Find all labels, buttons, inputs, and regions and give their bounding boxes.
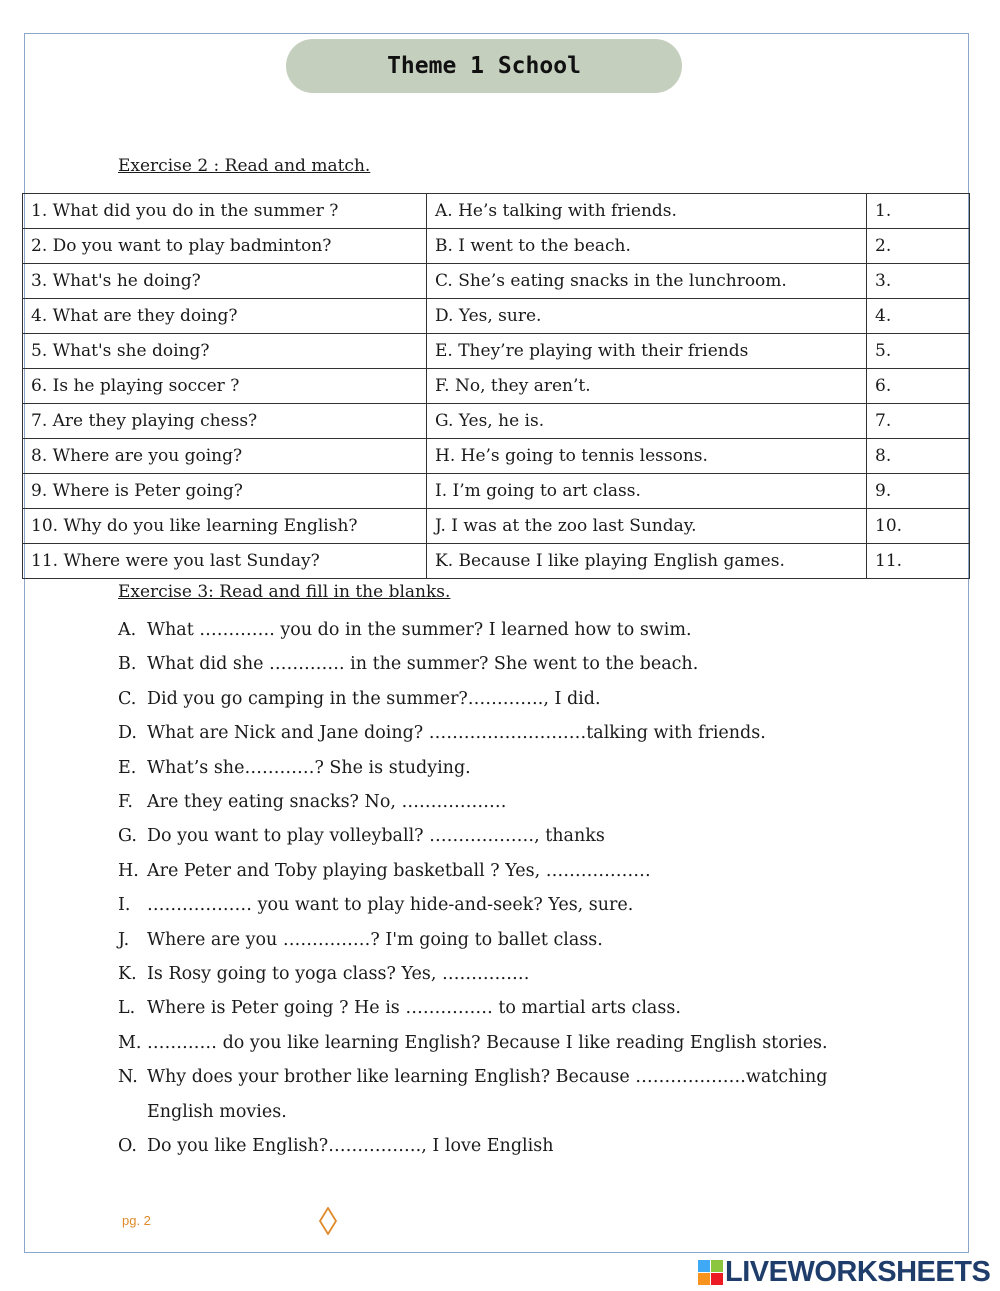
match-table (22, 193, 970, 579)
answer-cell: H. He’s going to tennis lessons. (427, 439, 867, 474)
answer-cell: F. No, they aren’t. (427, 369, 867, 404)
table-row (23, 194, 970, 229)
table-row (23, 509, 970, 544)
answer-cell: B. I went to the beach. (427, 229, 867, 264)
item-letter: D. (118, 723, 137, 744)
list-item (118, 888, 918, 922)
page-number: pg. 2 (122, 1213, 151, 1228)
list-item (118, 819, 918, 853)
item-text: Do you like English?……………., I love English (147, 1136, 554, 1157)
exercise-2-heading: Exercise 2 : Read and match. (118, 156, 371, 176)
question-cell: 10. Why do you like learning English? (23, 509, 427, 544)
item-text: Why does your brother like learning English? Because ……………….watching (147, 1067, 828, 1088)
item-letter: O. (118, 1136, 137, 1157)
list-item (118, 682, 918, 716)
fill-blanks-list (118, 613, 918, 1164)
item-letter: E. (118, 757, 137, 778)
list-item (118, 1129, 918, 1163)
answer-cell: K. Because I like playing English games. (427, 544, 867, 579)
item-letter: A. (118, 620, 137, 640)
list-item (118, 647, 918, 681)
answer-number-cell[interactable]: 10. (867, 509, 970, 544)
table-row (23, 404, 970, 439)
page-title: Theme 1 School (387, 53, 581, 79)
item-letter: J. (118, 929, 130, 950)
item-letter: N. (118, 1067, 138, 1088)
answer-number-cell[interactable]: 1. (867, 194, 970, 229)
item-text: Do you want to play volleyball? ………………, thanks (147, 826, 605, 847)
answer-number-cell[interactable]: 11. (867, 544, 970, 579)
table-row (23, 369, 970, 404)
table-row (23, 334, 970, 369)
answer-cell: I. I’m going to art class. (427, 474, 867, 509)
title-banner (286, 39, 682, 93)
item-letter: C. (118, 688, 137, 709)
item-letter: I. (118, 895, 131, 916)
question-cell: 3. What's he doing? (23, 264, 427, 299)
table-row (23, 439, 970, 474)
list-item (118, 751, 918, 785)
question-cell: 1. What did you do in the summer ? (23, 194, 427, 229)
table-row (23, 299, 970, 334)
item-letter: B. (118, 654, 137, 675)
list-item (118, 613, 918, 647)
table-row (23, 544, 970, 579)
list-item (118, 1060, 918, 1129)
item-letter: G. (118, 826, 137, 847)
item-text: ………… do you like learning English? Because I like reading English stories. (147, 1032, 828, 1053)
item-text: Are Peter and Toby playing basketball ? Yes, ……………… (147, 860, 651, 881)
item-letter: L. (118, 998, 136, 1019)
item-letter: M. (118, 1032, 142, 1053)
item-text-continued: English movies. (147, 1101, 287, 1122)
exercise-3-heading: Exercise 3: Read and fill in the blanks. (118, 582, 451, 602)
answer-cell: J. I was at the zoo last Sunday. (427, 509, 867, 544)
diamond-icon (318, 1207, 338, 1235)
table-row (23, 474, 970, 509)
list-item (118, 1026, 918, 1060)
question-cell: 6. Is he playing soccer ? (23, 369, 427, 404)
table-row (23, 229, 970, 264)
item-letter: K. (118, 964, 137, 985)
item-text: Where are you ……………? I'm going to ballet class. (147, 929, 603, 950)
brand-name: LIVEWORKSHEETS (725, 1256, 991, 1288)
answer-number-cell[interactable]: 9. (867, 474, 970, 509)
item-letter: F. (118, 792, 133, 813)
question-cell: 11. Where were you last Sunday? (23, 544, 427, 579)
question-cell: 2. Do you want to play badminton? (23, 229, 427, 264)
liveworksheets-logo (698, 1256, 990, 1289)
question-cell: 8. Where are you going? (23, 439, 427, 474)
answer-cell: E. They’re playing with their friends (427, 334, 867, 369)
item-text: What …………. you do in the summer? I learned how to swim. (147, 620, 692, 640)
answer-cell: G. Yes, he is. (427, 404, 867, 439)
item-text: What’s she…………? She is studying. (147, 757, 471, 778)
item-text: What are Nick and Jane doing? ………………………talking with friends. (147, 723, 766, 744)
answer-number-cell[interactable]: 3. (867, 264, 970, 299)
item-text: Is Rosy going to yoga class? Yes, …………… (147, 964, 530, 985)
answer-number-cell[interactable]: 4. (867, 299, 970, 334)
answer-cell: A. He’s talking with friends. (427, 194, 867, 229)
answer-cell: D. Yes, sure. (427, 299, 867, 334)
item-letter: H. (118, 860, 139, 881)
list-item (118, 923, 918, 957)
list-item (118, 854, 918, 888)
question-cell: 7. Are they playing chess? (23, 404, 427, 439)
question-cell: 5. What's she doing? (23, 334, 427, 369)
table-row (23, 264, 970, 299)
question-cell: 9. Where is Peter going? (23, 474, 427, 509)
answer-number-cell[interactable]: 2. (867, 229, 970, 264)
item-text: ……………… you want to play hide-and-seek? Yes, sure. (147, 895, 634, 916)
question-cell: 4. What are they doing? (23, 299, 427, 334)
item-text: Are they eating snacks? No, ……………… (147, 792, 507, 813)
item-text: Did you go camping in the summer?…………., I did. (147, 688, 601, 709)
item-text: What did she …………. in the summer? She went to the beach. (147, 654, 699, 675)
item-text: Where is Peter going ? He is …………… to martial arts class. (147, 998, 681, 1019)
answer-cell: C. She’s eating snacks in the lunchroom. (427, 264, 867, 299)
answer-number-cell[interactable]: 6. (867, 369, 970, 404)
list-item (118, 957, 918, 991)
list-item (118, 991, 918, 1025)
answer-number-cell[interactable]: 8. (867, 439, 970, 474)
list-item (118, 785, 918, 819)
answer-number-cell[interactable]: 7. (867, 404, 970, 439)
answer-number-cell[interactable]: 5. (867, 334, 970, 369)
logo-blocks-icon (698, 1260, 723, 1286)
list-item (118, 716, 918, 750)
